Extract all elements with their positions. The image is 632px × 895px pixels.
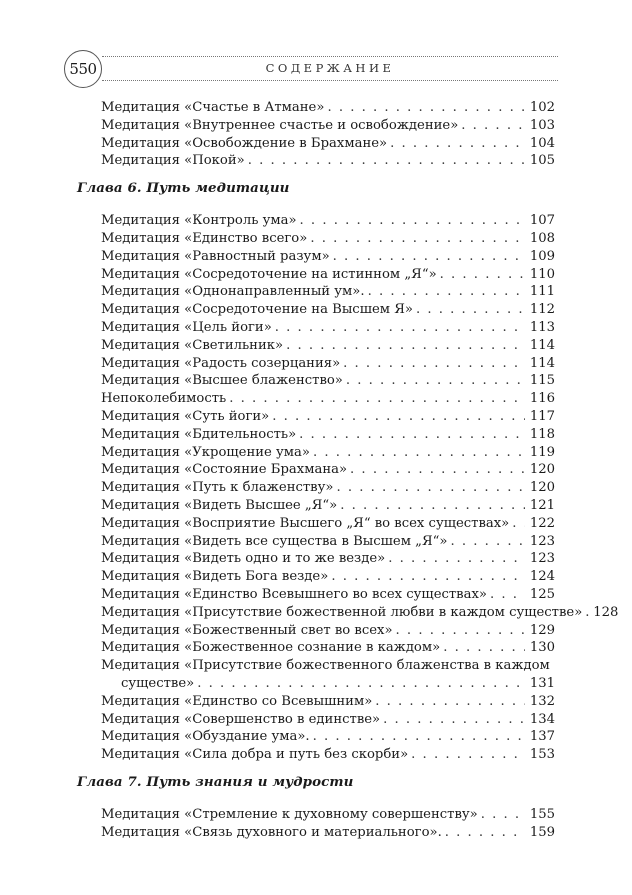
toc-entry[interactable]	[101, 426, 555, 444]
page-header	[0, 0, 632, 100]
toc-entry[interactable]	[101, 319, 555, 337]
toc-entry-title: Медитация «Видеть Бога везде»	[101, 569, 329, 585]
toc-entry-page: 116	[529, 391, 555, 407]
toc-entry-title: Медитация «Счастье в Атмане»	[101, 100, 325, 115]
toc-entry-page: 120	[529, 480, 555, 496]
dot-leader	[372, 693, 525, 711]
toc-entry[interactable]	[101, 355, 555, 373]
dot-leader	[442, 824, 525, 842]
dot-leader	[307, 230, 525, 248]
toc-entry-page: 117	[529, 409, 555, 424]
dot-leader	[447, 533, 525, 551]
dot-leader	[385, 550, 525, 568]
toc-entry-page: 105	[529, 153, 555, 169]
dot-leader	[194, 675, 525, 693]
toc-entry-title: Медитация «Бдительность»	[101, 426, 297, 442]
dot-leader	[283, 337, 525, 355]
dot-leader	[387, 135, 525, 153]
toc-entry[interactable]	[101, 497, 555, 515]
toc-entry-page: 125	[529, 587, 555, 602]
dot-leader	[582, 604, 589, 622]
toc-entry-title: Медитация «Видеть все существа в Высшем „Я“»	[101, 533, 448, 549]
dot-leader	[226, 390, 525, 408]
toc-entry-page: 128	[593, 604, 619, 620]
toc-entry-page: 120	[529, 462, 555, 478]
toc-entry-title: Медитация «Единство со Всевышним»	[101, 693, 373, 709]
toc-entry-page: 124	[529, 569, 555, 585]
toc-entry[interactable]	[101, 806, 555, 824]
dot-leader	[328, 568, 525, 586]
toc-entry-title-continuation: существе»	[121, 675, 195, 691]
toc-entry[interactable]	[101, 444, 555, 462]
toc-entry-title: Медитация «Путь к блаженству»	[101, 480, 334, 496]
dot-leader	[437, 266, 525, 284]
section-title: СОДЕРЖАНИЕ	[265, 61, 395, 75]
dot-leader	[245, 152, 525, 170]
toc-entry-page: 109	[529, 248, 555, 264]
toc-entry-page: 129	[529, 622, 555, 638]
toc-entry-title: Медитация «Сосредоточение на Высшем Я»	[101, 302, 413, 318]
toc-entry-title: Медитация «Радость созерцания»	[101, 355, 341, 371]
toc-entry-page: 104	[529, 135, 555, 151]
dot-leader	[333, 479, 525, 497]
dot-leader	[337, 497, 525, 515]
toc-entry[interactable]	[101, 533, 555, 551]
toc-entry-title: Медитация «Видеть Высшее „Я“»	[101, 498, 338, 513]
dot-leader	[440, 639, 525, 657]
toc-entry-title: Медитация «Освобождение в Брахмане»	[101, 135, 388, 151]
chapter-heading: Глава 7. Путь знания и мудрости	[77, 774, 354, 790]
toc-entry-page: 112	[529, 302, 555, 318]
toc-entry[interactable]	[101, 639, 555, 657]
toc-entry-page: 108	[529, 231, 555, 246]
toc-entry-title: Медитация «Равностный разум»	[101, 248, 330, 264]
dot-leader	[272, 319, 525, 337]
dot-leader	[269, 408, 525, 426]
toc-entry-page: 114	[529, 355, 555, 371]
dot-leader	[408, 746, 525, 764]
toc-entry-title: Медитация «Стремление к духовному совершенству»	[101, 807, 478, 822]
toc-entry[interactable]	[101, 657, 555, 693]
dot-leader	[343, 372, 525, 390]
toc-entry[interactable]	[101, 604, 619, 622]
toc-entry-title: Медитация «Видеть одно и то же везде»	[101, 551, 386, 567]
dot-leader	[487, 586, 525, 604]
dot-leader	[340, 355, 525, 373]
toc-entry-page: 131	[529, 675, 555, 691]
dot-leader	[458, 117, 525, 135]
toc-entry-page: 134	[529, 711, 555, 727]
dot-leader	[393, 622, 525, 640]
toc-entry-page: 123	[529, 533, 555, 549]
toc-entry[interactable]	[101, 622, 555, 640]
toc-entry-title: Медитация «Внутреннее счастье и освобождение»	[101, 117, 459, 133]
toc-entry-page: 121	[529, 498, 555, 513]
toc-entry[interactable]	[101, 408, 555, 426]
toc-entry-page: 113	[529, 320, 555, 335]
toc-entry[interactable]	[101, 212, 555, 230]
toc-entry-title: Медитация «Единство Всевышнего во всех существах»	[101, 587, 487, 602]
toc-entry-page: 159	[529, 824, 555, 840]
toc-entry-title: Медитация «Божественное сознание в каждом»	[101, 640, 441, 656]
toc-entry[interactable]	[101, 728, 555, 746]
dot-leader	[330, 248, 525, 266]
toc-entry[interactable]	[101, 711, 555, 729]
toc-entry-title: Медитация «Укрощение ума»	[101, 444, 310, 460]
toc-entry-title: Медитация «Обуздание ума».	[101, 729, 310, 745]
toc-entry[interactable]	[101, 824, 555, 842]
toc-entry-page: 155	[529, 807, 555, 822]
toc-entry[interactable]	[101, 248, 555, 266]
dot-leader	[347, 461, 525, 479]
toc-entry-page: 103	[529, 117, 555, 133]
toc-entry-title: Медитация «Суть йоги»	[101, 409, 270, 424]
toc-entry-page: 137	[529, 729, 555, 745]
header-top-rule	[102, 56, 558, 57]
dot-leader	[324, 99, 525, 117]
toc-entry[interactable]	[101, 152, 555, 170]
toc-entry-title: Медитация «Сосредоточение на истинном „Я“»	[101, 266, 437, 282]
toc-entry-page: 153	[529, 747, 555, 763]
toc-entry-page: 122	[529, 515, 555, 531]
toc-entry-title: Медитация «Однонаправленный ум».	[101, 284, 365, 300]
page-number: 550	[64, 50, 102, 88]
toc-entry[interactable]	[101, 266, 555, 284]
dot-leader	[478, 806, 525, 824]
toc-entry[interactable]	[101, 135, 555, 153]
toc-entry-page: 123	[529, 551, 555, 567]
toc-entry-page: 111	[529, 284, 555, 300]
toc-entry-title: Непоколебимость	[101, 391, 227, 407]
toc-entry-title: Медитация «Связь духовного и материального».	[101, 824, 442, 840]
toc-entry-page: 130	[529, 640, 555, 656]
toc-entry[interactable]	[101, 301, 555, 319]
toc-entry[interactable]	[101, 99, 555, 117]
dot-leader	[310, 728, 525, 746]
toc-entry-title: Медитация «Присутствие божественной любви в каждом существе»	[101, 604, 583, 620]
toc-entry-title: Медитация «Божественный свет во всех»	[101, 622, 393, 638]
toc-entry-page: 115	[529, 373, 555, 389]
toc-entry-page: 102	[529, 100, 555, 115]
toc-entry-title: Медитация «Восприятие Высшего „Я“ во всех существах»	[101, 515, 510, 531]
toc-entry[interactable]	[101, 693, 555, 711]
dot-leader	[297, 212, 525, 230]
toc-entry-title: Медитация «Состояние Брахмана»	[101, 462, 348, 478]
toc-entry[interactable]	[101, 230, 555, 248]
toc-entry[interactable]	[101, 390, 555, 408]
toc-entry[interactable]	[101, 568, 555, 586]
toc-entry-page: 107	[529, 213, 555, 229]
toc-entry[interactable]	[101, 283, 555, 301]
toc-entry[interactable]	[101, 515, 555, 533]
toc-entry-title: Медитация «Присутствие божественного блаженства в каждом	[101, 658, 550, 674]
toc-entry-title: Медитация «Покой»	[101, 153, 245, 169]
toc-entry-title: Медитация «Светильник»	[101, 337, 284, 353]
toc-entry[interactable]	[101, 461, 555, 479]
toc-entry-page: 132	[529, 693, 555, 709]
toc-entry-page: 114	[529, 337, 555, 353]
dot-leader	[380, 711, 525, 729]
chapter-heading: Глава 6. Путь медитации	[77, 180, 290, 197]
header-bottom-rule	[102, 80, 558, 81]
toc-entry[interactable]	[101, 586, 555, 604]
toc-entry-page: 110	[529, 266, 555, 282]
toc-entry[interactable]	[101, 337, 555, 355]
toc-entry-title: Медитация «Высшее блаженство»	[101, 373, 343, 389]
toc-entry-title: Медитация «Совершенство в единстве»	[101, 711, 381, 727]
toc-entry-title: Медитация «Единство всего»	[101, 231, 308, 246]
toc-entry[interactable]	[101, 550, 555, 568]
dot-leader	[509, 515, 525, 533]
toc-entry[interactable]	[101, 117, 555, 135]
toc-entry[interactable]	[101, 479, 555, 497]
dot-leader	[310, 444, 525, 462]
dot-leader	[365, 283, 525, 301]
toc-entry[interactable]	[101, 372, 555, 390]
dot-leader	[413, 301, 525, 319]
toc-entry[interactable]	[101, 746, 555, 764]
toc-entry-title: Медитация «Контроль ума»	[101, 213, 297, 229]
dot-leader	[296, 426, 525, 444]
toc-entry-page: 118	[529, 426, 555, 442]
toc-entry-page: 119	[529, 444, 555, 460]
toc-entry-title: Медитация «Цель йоги»	[101, 320, 272, 335]
toc-entry-title: Медитация «Сила добра и путь без скорби»	[101, 747, 409, 763]
